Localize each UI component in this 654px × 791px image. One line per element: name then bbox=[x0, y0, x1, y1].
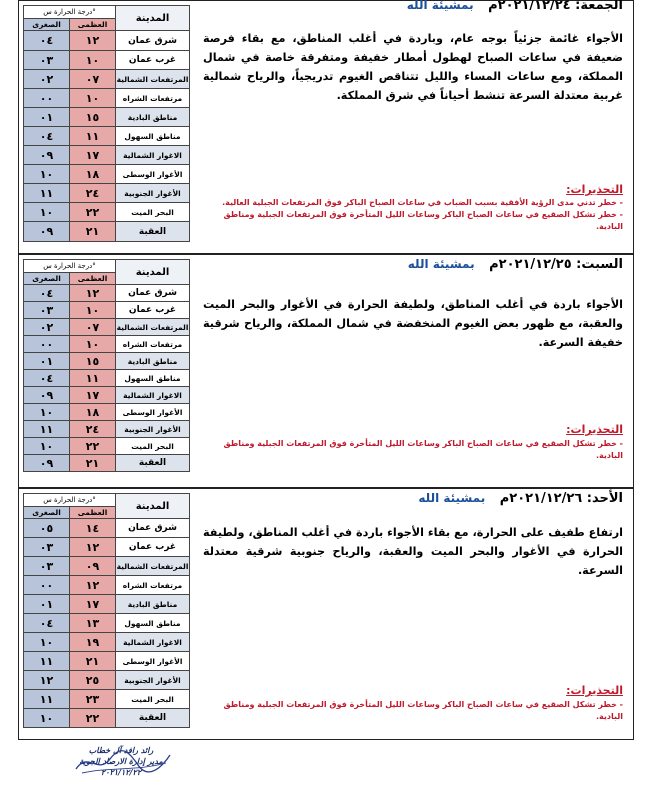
table-row bbox=[24, 285, 190, 302]
max-temp-cell: ١٤ bbox=[70, 519, 116, 538]
max-temp-cell: ٢٢ bbox=[70, 203, 116, 222]
min-temp-cell: ٠٣ bbox=[24, 51, 70, 70]
table-row bbox=[24, 421, 190, 438]
table-row bbox=[24, 89, 190, 108]
city-cell: شرق عمان bbox=[116, 31, 190, 51]
city-cell: مرتفعات الشراه bbox=[116, 336, 190, 353]
min-temp-cell: ٠٠ bbox=[24, 336, 70, 353]
min-temp-cell: ٠٤ bbox=[24, 370, 70, 387]
max-temp-cell: ١٠ bbox=[70, 51, 116, 70]
city-cell: الاغوار الشمالية bbox=[116, 633, 190, 652]
table-row bbox=[24, 108, 190, 127]
table-row bbox=[24, 370, 190, 387]
city-cell: غرب عمان bbox=[116, 302, 190, 319]
max-temp-cell: ٢١ bbox=[70, 652, 116, 671]
table-row bbox=[24, 51, 190, 70]
city-cell: المرتفعات الشمالية bbox=[116, 557, 190, 576]
warnings-title: التحذيرات: bbox=[566, 423, 623, 436]
signature-date: ٢٠٢١/١٢/٢٢ bbox=[100, 768, 142, 777]
min-temp-cell: ٠٣ bbox=[24, 557, 70, 576]
signer-name: رائد رافد آل خطاب bbox=[88, 746, 154, 755]
table-row bbox=[24, 671, 190, 690]
warning-item: - خطر تدني مدى الرؤية الأفقية بسبب الضباب في ساعات الصباح الباكر فوق المرتفعات الجبلية العالية. bbox=[222, 198, 623, 207]
city-cell: البحر الميت bbox=[116, 438, 190, 455]
min-temp-cell: ١٢ bbox=[24, 671, 70, 690]
table-row bbox=[24, 184, 190, 203]
table-row bbox=[24, 353, 190, 370]
temperature-table bbox=[23, 5, 190, 242]
table-row bbox=[24, 438, 190, 455]
god-willing-label: بمشيئة الله bbox=[418, 491, 486, 505]
min-header: الصغرى bbox=[24, 19, 70, 31]
table-row bbox=[24, 336, 190, 353]
city-header: المدينة bbox=[116, 260, 190, 285]
min-temp-cell: ٠٤ bbox=[24, 614, 70, 633]
city-cell: مناطق البادية bbox=[116, 108, 190, 127]
max-temp-cell: ٢١ bbox=[70, 222, 116, 242]
min-temp-cell: ١٠ bbox=[24, 633, 70, 652]
table-row bbox=[24, 222, 190, 242]
city-cell: مناطق السهول bbox=[116, 614, 190, 633]
day-date: الجمعة: ٢٠٢١/١٢/٢٤م bbox=[488, 0, 623, 13]
max-temp-cell: ٢٢ bbox=[70, 438, 116, 455]
min-temp-cell: ٠٩ bbox=[24, 222, 70, 242]
max-temp-cell: ٢٣ bbox=[70, 690, 116, 709]
forecast-text: ارتفاع طفيف على الحرارة، مع بقاء الأجواء باردة في أغلب المناطق، ولطيفة الحرارة في الأغوار والبحر الميت والعقبة، والرياح جنوبية شرقية معتدلة السرعة. bbox=[203, 526, 623, 577]
min-temp-cell: ٠٣ bbox=[24, 302, 70, 319]
min-temp-cell: ١١ bbox=[24, 421, 70, 438]
forecast-text: الأجواء باردة في أغلب المناطق، ولطيفة الحرارة في الأغوار والبحر الميت والعقبة، مع ظهور بعض الغيوم المنخفضة في شمال المملكة، والرياح شرقية خفيفة السرعة. bbox=[203, 298, 623, 349]
max-temp-cell: ٢٥ bbox=[70, 671, 116, 690]
max-header: العظمى bbox=[70, 273, 116, 285]
city-cell: الأغوار الوسطى bbox=[116, 404, 190, 421]
table-row bbox=[24, 455, 190, 472]
city-cell: الأغوار الوسطى bbox=[116, 165, 190, 184]
min-temp-cell: ٠٢ bbox=[24, 319, 70, 336]
table-row bbox=[24, 614, 190, 633]
warning-item: - خطر تشكل الصقيع في ساعات الصباح الباكر وساعات الليل المتأخرة فوق المرتفعات الجبلية ومناطق البادية. bbox=[223, 700, 623, 721]
warnings-list bbox=[203, 438, 623, 462]
signature-block bbox=[66, 745, 176, 778]
max-temp-cell: ١٠ bbox=[70, 89, 116, 108]
city-header: المدينة bbox=[116, 494, 190, 519]
signature-scribble-icon bbox=[68, 747, 176, 777]
signer-title: مدير إدارة الارصاد الجوية bbox=[79, 757, 163, 766]
city-cell: البحر الميت bbox=[116, 690, 190, 709]
min-header: الصغرى bbox=[24, 273, 70, 285]
table-row bbox=[24, 690, 190, 709]
warnings-list bbox=[203, 197, 623, 233]
max-temp-cell: ١٢ bbox=[70, 31, 116, 51]
table-row bbox=[24, 538, 190, 557]
city-cell: العقبة bbox=[116, 222, 190, 242]
city-cell: شرق عمان bbox=[116, 519, 190, 538]
table-row bbox=[24, 302, 190, 319]
max-temp-cell: ١١ bbox=[70, 370, 116, 387]
max-temp-cell: ١٠ bbox=[70, 336, 116, 353]
day-panel-sunday bbox=[18, 488, 634, 740]
max-temp-cell: ٠٩ bbox=[70, 557, 116, 576]
temp-header: درجة الحرارة س° bbox=[24, 260, 116, 273]
max-temp-cell: ١٩ bbox=[70, 633, 116, 652]
day-title bbox=[407, 0, 623, 13]
city-cell: مناطق السهول bbox=[116, 370, 190, 387]
min-temp-cell: ٠٠ bbox=[24, 576, 70, 595]
max-temp-cell: ٢٢ bbox=[70, 709, 116, 728]
table-row bbox=[24, 652, 190, 671]
max-temp-cell: ١٧ bbox=[70, 146, 116, 165]
min-temp-cell: ٠٥ bbox=[24, 519, 70, 538]
table-body bbox=[24, 31, 190, 242]
day-title bbox=[408, 257, 623, 272]
city-cell: الأغوار الجنوبية bbox=[116, 671, 190, 690]
city-cell: العقبة bbox=[116, 709, 190, 728]
warnings-list bbox=[203, 699, 623, 723]
min-temp-cell: ١٠ bbox=[24, 438, 70, 455]
temp-header: درجة الحرارة س° bbox=[24, 6, 116, 19]
min-temp-cell: ٠٩ bbox=[24, 146, 70, 165]
city-cell: الاغوار الشمالية bbox=[116, 387, 190, 404]
city-cell: الأغوار الوسطى bbox=[116, 652, 190, 671]
max-header: العظمى bbox=[70, 507, 116, 519]
day-date: الأحد: ٢٠٢١/١٢/٢٦م bbox=[499, 491, 623, 506]
city-cell: غرب عمان bbox=[116, 538, 190, 557]
max-temp-cell: ١٨ bbox=[70, 404, 116, 421]
table-row bbox=[24, 127, 190, 146]
max-temp-cell: ١٠ bbox=[70, 302, 116, 319]
max-temp-cell: ١٢ bbox=[70, 576, 116, 595]
min-temp-cell: ٠٣ bbox=[24, 538, 70, 557]
max-temp-cell: ٢١ bbox=[70, 455, 116, 472]
max-temp-cell: ١١ bbox=[70, 127, 116, 146]
max-temp-cell: ١٢ bbox=[70, 285, 116, 302]
table-row bbox=[24, 595, 190, 614]
city-cell: المرتفعات الشمالية bbox=[116, 319, 190, 336]
city-cell: غرب عمان bbox=[116, 51, 190, 70]
max-temp-cell: ٠٧ bbox=[70, 70, 116, 89]
table-row bbox=[24, 519, 190, 538]
max-temp-cell: ٢٤ bbox=[70, 184, 116, 203]
table-row bbox=[24, 557, 190, 576]
city-cell: الأغوار الجنوبية bbox=[116, 421, 190, 438]
day-date: السبت: ٢٠٢١/١٢/٢٥م bbox=[489, 257, 623, 272]
city-cell: شرق عمان bbox=[116, 285, 190, 302]
min-temp-cell: ١١ bbox=[24, 652, 70, 671]
table-row bbox=[24, 633, 190, 652]
max-temp-cell: ٠٧ bbox=[70, 319, 116, 336]
temperature-table bbox=[23, 259, 190, 472]
min-temp-cell: ٠٤ bbox=[24, 285, 70, 302]
table-row bbox=[24, 319, 190, 336]
city-cell: مناطق البادية bbox=[116, 353, 190, 370]
city-cell: البحر الميت bbox=[116, 203, 190, 222]
min-temp-cell: ١٠ bbox=[24, 404, 70, 421]
city-cell: مناطق السهول bbox=[116, 127, 190, 146]
max-temp-cell: ١٧ bbox=[70, 595, 116, 614]
day-title bbox=[418, 491, 623, 506]
min-temp-cell: ١٠ bbox=[24, 165, 70, 184]
min-temp-cell: ١٠ bbox=[24, 203, 70, 222]
city-header: المدينة bbox=[116, 6, 190, 31]
table-row bbox=[24, 146, 190, 165]
table-body bbox=[24, 285, 190, 472]
day-panel-friday bbox=[18, 0, 634, 254]
temp-header: درجة الحرارة س° bbox=[24, 494, 116, 507]
min-temp-cell: ٠١ bbox=[24, 353, 70, 370]
max-temp-cell: ١٨ bbox=[70, 165, 116, 184]
city-cell: العقبة bbox=[116, 455, 190, 472]
city-cell: مناطق البادية bbox=[116, 595, 190, 614]
min-header: الصغرى bbox=[24, 507, 70, 519]
city-cell: الأغوار الجنوبية bbox=[116, 184, 190, 203]
max-temp-cell: ١٥ bbox=[70, 353, 116, 370]
warning-item: - خطر تشكل الصقيع في ساعات الصباح الباكر وساعات الليل المتأخرة فوق المرتفعات الجبلية ومناطق البادية. bbox=[223, 439, 623, 460]
max-temp-cell: ١٥ bbox=[70, 108, 116, 127]
min-temp-cell: ٠٤ bbox=[24, 127, 70, 146]
warnings-title: التحذيرات: bbox=[566, 183, 623, 196]
min-temp-cell: ٠١ bbox=[24, 595, 70, 614]
min-temp-cell: ٠١ bbox=[24, 108, 70, 127]
warnings-title: التحذيرات: bbox=[566, 684, 623, 697]
temperature-table bbox=[23, 493, 190, 728]
table-row bbox=[24, 31, 190, 51]
city-cell: الاغوار الشمالية bbox=[116, 146, 190, 165]
god-willing-label: بمشيئة الله bbox=[407, 257, 475, 271]
forecast-text: الأجواء غائمة جزئياً بوجه عام، وباردة في أغلب المناطق، مع بقاء فرصة ضعيفة في ساعات الصباح لهطول أمطار خفيفة ومتفرقة خاصة في شمال المملكة، ومع ساعات المساء والليل تتناقص الغيوم تدريجياً، والرياح شمالية غربية معتدلة السرعة تنشط أحياناً في شرق المملكة. bbox=[203, 32, 623, 102]
warning-item: - خطر تشكل الصقيع في ساعات الصباح الباكر وساعات الليل المتأخرة فوق المرتفعات الجبلية ومناطق البادية. bbox=[223, 210, 623, 231]
max-temp-cell: ١٢ bbox=[70, 538, 116, 557]
table-row bbox=[24, 709, 190, 728]
city-cell: المرتفعات الشمالية bbox=[116, 70, 190, 89]
min-temp-cell: ١١ bbox=[24, 690, 70, 709]
city-cell: مرتفعات الشراه bbox=[116, 576, 190, 595]
max-header: العظمى bbox=[70, 19, 116, 31]
min-temp-cell: ٠٠ bbox=[24, 89, 70, 108]
min-temp-cell: ٠٩ bbox=[24, 387, 70, 404]
table-row bbox=[24, 165, 190, 184]
table-row bbox=[24, 576, 190, 595]
min-temp-cell: ٠٤ bbox=[24, 31, 70, 51]
max-temp-cell: ٢٤ bbox=[70, 421, 116, 438]
min-temp-cell: ١٠ bbox=[24, 709, 70, 728]
table-row bbox=[24, 387, 190, 404]
min-temp-cell: ١١ bbox=[24, 184, 70, 203]
table-row bbox=[24, 203, 190, 222]
table-row bbox=[24, 70, 190, 89]
god-willing-label: بمشيئة الله bbox=[406, 0, 474, 12]
table-body bbox=[24, 519, 190, 728]
max-temp-cell: ١٧ bbox=[70, 387, 116, 404]
table-row bbox=[24, 404, 190, 421]
city-cell: مرتفعات الشراه bbox=[116, 89, 190, 108]
min-temp-cell: ٠٢ bbox=[24, 70, 70, 89]
day-panel-saturday bbox=[18, 254, 634, 488]
min-temp-cell: ٠٩ bbox=[24, 455, 70, 472]
max-temp-cell: ١٣ bbox=[70, 614, 116, 633]
